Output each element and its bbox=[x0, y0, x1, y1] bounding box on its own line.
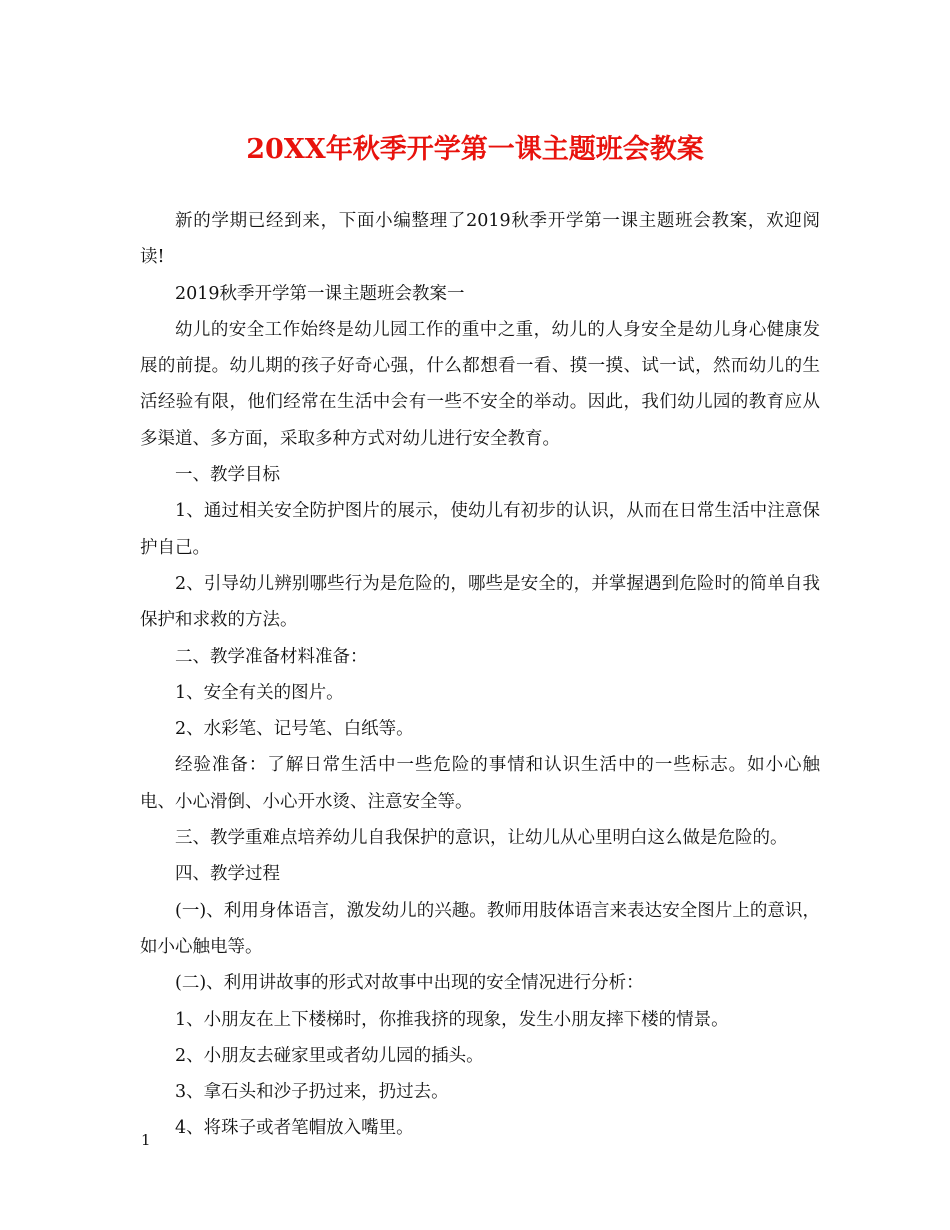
section-heading-process: 四、教学过程 bbox=[175, 864, 280, 885]
preparation-item: 1、安全有关的图片。 bbox=[175, 682, 344, 703]
process-step: (一)、利用身体语言，激发幼儿的兴趣。教师用肢体语言来表达安全图片上的意识，如小心触电等。 bbox=[140, 900, 820, 957]
section-heading-preparation: 二、教学准备材料准备： bbox=[175, 646, 368, 667]
story-item: 2、小朋友去碰家里或者幼儿园的插头。 bbox=[175, 1045, 484, 1066]
intro-paragraph: 新的学期已经到来，下面小编整理了2019秋季开学第一课主题班会教案，欢迎阅读! bbox=[140, 211, 820, 268]
story-item: 3、拿石头和沙子扔过来，扔过去。 bbox=[175, 1082, 449, 1103]
story-item: 4、将珠子或者笔帽放入嘴里。 bbox=[175, 1118, 414, 1139]
process-step: (二)、利用讲故事的形式对故事中出现的安全情况进行分析： bbox=[175, 973, 644, 994]
section-heading-goals: 一、教学目标 bbox=[175, 465, 280, 486]
preparation-item: 2、水彩笔、记号笔、白纸等。 bbox=[175, 719, 414, 740]
goal-item: 2、引导幼儿辨别哪些行为是危险的，哪些是安全的，并掌握遇到危险时的简单自我保护和求救的方法。 bbox=[140, 573, 820, 631]
page-title: 20XX年秋季开学第一课主题班会教案 bbox=[246, 134, 704, 165]
goal-item: 1、通过相关安全防护图片的展示，使幼儿有初步的认识，从而在日常生活中注意保护自己。 bbox=[140, 501, 820, 558]
background-paragraph: 幼儿的安全工作始终是幼儿园工作的重中之重，幼儿的人身安全是幼儿身心健康发展的前提。幼儿期的孩子好奇心强，什么都想看一看、摸一摸、试一试，然而幼儿的生活经验有限，他们经常在生活中会有一些不安全的举动。因此，我们幼儿园的教育应从多渠道、多方面，采取多种方式对幼儿进行安全教育。 bbox=[140, 319, 820, 449]
document-body bbox=[140, 203, 820, 1147]
page-number: 1 bbox=[141, 1131, 151, 1149]
experience-preparation: 经验准备：了解日常生活中一些危险的事情和认识生活中的一些标志。如小心触电、小心滑倒、小心开水烫、注意安全等。 bbox=[140, 755, 820, 812]
story-item: 1、小朋友在上下楼梯时，你推我挤的现象，发生小朋友摔下楼的情景。 bbox=[175, 1009, 729, 1030]
section-heading-key-points: 三、教学重难点培养幼儿自我保护的意识，让幼儿从心里明白这么做是危险的。 bbox=[175, 828, 788, 849]
lesson-plan-heading: 2019秋季开学第一课主题班会教案一 bbox=[175, 283, 465, 304]
